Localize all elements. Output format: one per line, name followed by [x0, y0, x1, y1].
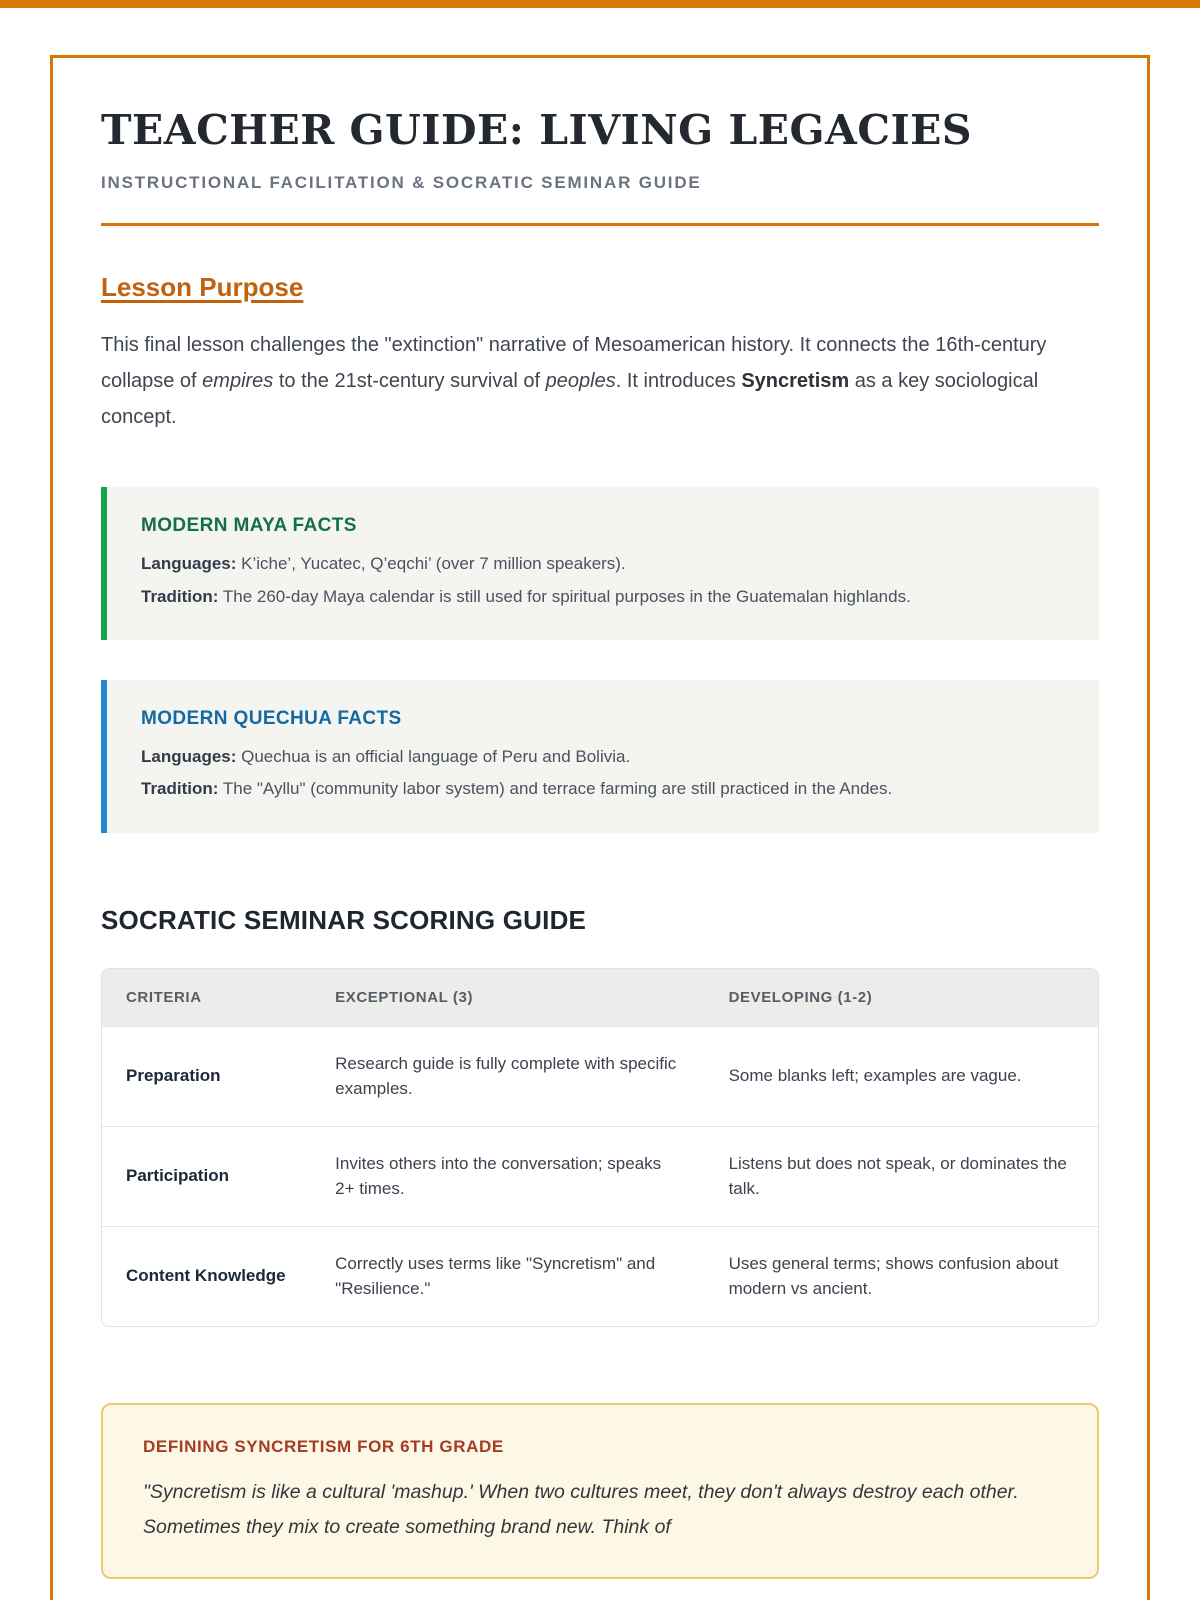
purpose-run-2: to the 21st-century survival of — [273, 370, 546, 393]
quechua-facts-heading: MODERN QUECHUA FACTS — [141, 707, 402, 729]
syncretism-definition-card — [101, 1403, 1099, 1579]
column-header-criteria: CRITERIA — [102, 969, 311, 1027]
cell-exceptional: Research guide is fully complete with specific examples. — [311, 1026, 704, 1126]
purpose-bold-syncretism: Syncretism — [741, 370, 850, 393]
cell-criteria: Content Knowledge — [102, 1226, 311, 1326]
top-accent-bar — [0, 0, 1200, 8]
accent-divider — [101, 223, 1099, 226]
table-row-preparation — [102, 1026, 1098, 1126]
quechua-languages-line — [141, 744, 971, 770]
cell-developing: Uses general terms; shows confusion about modern vs ancient. — [705, 1226, 1098, 1326]
column-header-exceptional: EXCEPTIONAL (3) — [311, 969, 704, 1027]
scoring-table-header-row — [102, 969, 1098, 1027]
table-row-content-knowledge — [102, 1226, 1098, 1326]
purpose-run-1: This final lesson challenges the "extinction" narrative of Mesoamerican history. It connects the 16th-century collapse of — [101, 334, 1047, 393]
cell-developing: Some blanks left; examples are vague. — [705, 1026, 1098, 1126]
cell-criteria: Preparation — [102, 1026, 311, 1126]
maya-languages-value: K’iche’, Yucatec, Q’eqchi’ (over 7 million speakers). — [236, 554, 626, 574]
cell-criteria: Participation — [102, 1126, 311, 1226]
scoring-guide-heading: SOCRATIC SEMINAR SCORING GUIDE — [101, 904, 587, 935]
quechua-tradition-line — [141, 776, 971, 802]
lesson-purpose-heading[interactable]: Lesson Purpose — [101, 272, 304, 303]
page-title: TEACHER GUIDE: LIVING LEGACIES — [101, 106, 973, 154]
cell-exceptional: Invites others into the conversation; speaks 2+ times. — [311, 1126, 704, 1226]
maya-languages-line — [141, 551, 971, 577]
syncretism-quote: "Syncretism is like a cultural 'mashup.' When two cultures meet, they don't always destroy each other. Sometimes they mix to create something brand new. Think of — [143, 1480, 1019, 1538]
scoring-table-container — [101, 968, 1099, 1327]
maya-tradition-line — [141, 584, 971, 610]
quechua-facts-card — [101, 680, 1099, 833]
quechua-languages-label: Languages: — [141, 746, 237, 766]
purpose-italic-empires: empires — [202, 370, 274, 393]
quechua-tradition-label: Tradition: — [141, 779, 219, 799]
cell-exceptional: Correctly uses terms like "Syncretism" and "Resilience." — [311, 1226, 704, 1326]
purpose-run-3: . It introduces — [615, 370, 742, 393]
column-header-developing: DEVELOPING (1-2) — [705, 969, 1098, 1027]
maya-facts-heading: MODERN MAYA FACTS — [141, 515, 357, 537]
page-subtitle: INSTRUCTIONAL FACILITATION & SOCRATIC SEMINAR GUIDE — [101, 173, 702, 193]
table-row-participation — [102, 1126, 1098, 1226]
maya-tradition-value: The 260-day Maya calendar is still used for spiritual purposes in the Guatemalan highlands. — [218, 586, 911, 606]
lesson-purpose-paragraph — [101, 327, 1099, 435]
maya-languages-label: Languages: — [141, 554, 237, 574]
quechua-tradition-value: The "Ayllu" (community labor system) and terrace farming are still practiced in the Andes. — [218, 779, 893, 799]
quechua-languages-value: Quechua is an official language of Peru and Bolivia. — [236, 746, 631, 766]
cell-developing: Listens but does not speak, or dominates the talk. — [705, 1126, 1098, 1226]
purpose-italic-peoples: peoples — [545, 370, 616, 393]
purpose-run-4: as a key sociological concept. — [101, 370, 1039, 429]
document-frame — [50, 55, 1150, 1600]
syncretism-card-heading: DEFINING SYNCRETISM FOR 6TH GRADE — [143, 1436, 504, 1456]
maya-tradition-label: Tradition: — [141, 586, 219, 606]
scoring-table — [102, 969, 1098, 1326]
maya-facts-card — [101, 487, 1099, 640]
